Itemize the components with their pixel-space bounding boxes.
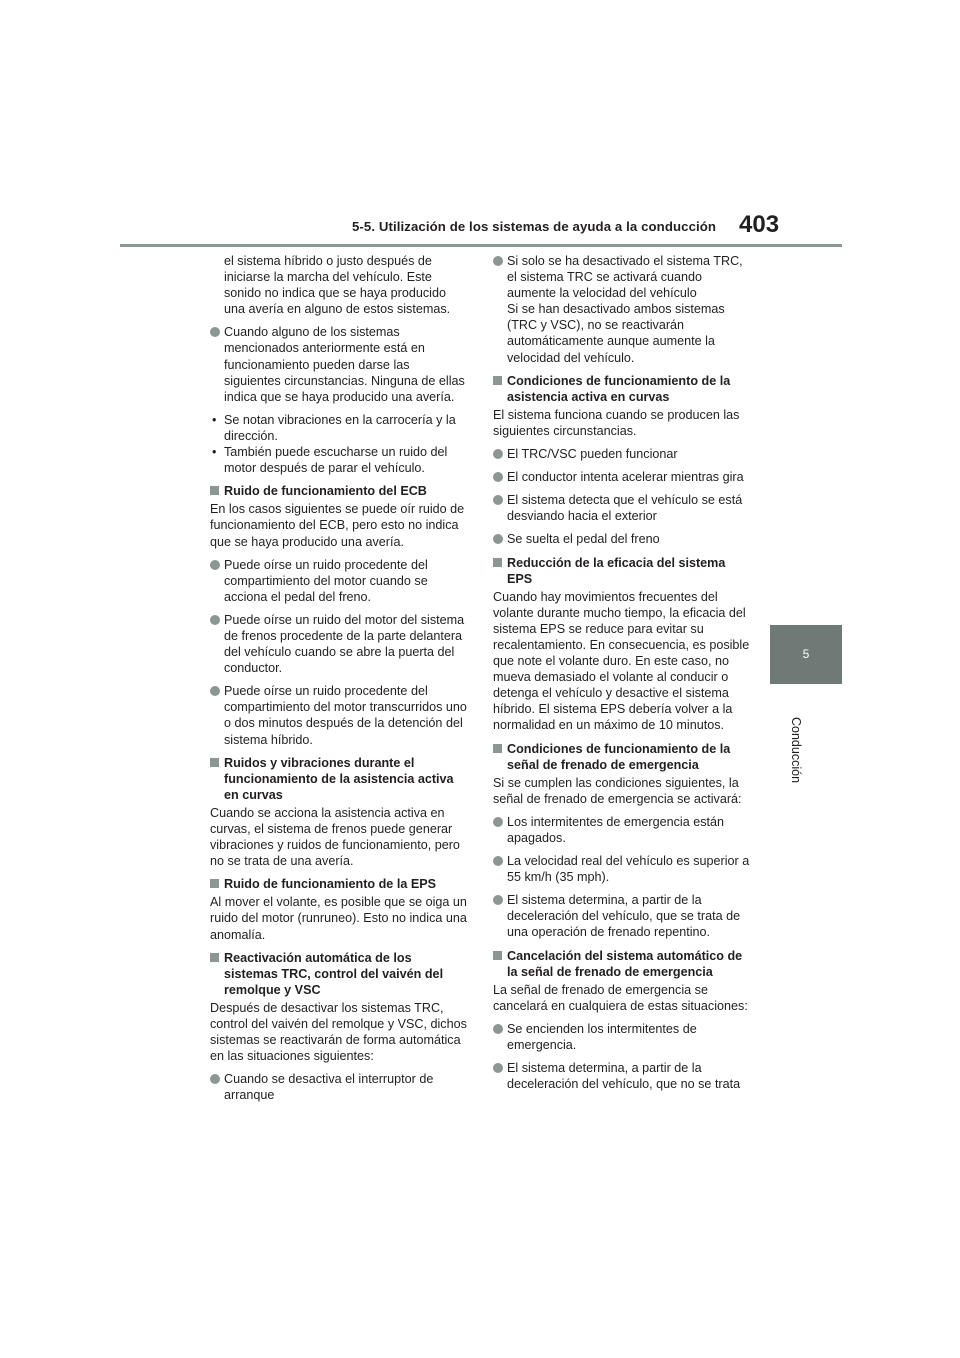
bullet-trc-only: Si solo se ha desactivado el sistema TRC, el sistema TRC se activará cuando aumente la velocidad del vehículo [493, 253, 751, 301]
para-eps-reduction: Cuando hay movimientos frecuentes del volante durante mucho tiempo, la eficacia del sistema EPS se reduce para evitar su recalentamiento. En consecuencia, es posible que note el volante duro. En este caso, no mueva demasiado el volante al conducir o detenga el vehículo y desactive el sistema híbrido. El sistema EPS debería volver a la normalidad en un máximo de 10 minutos. [493, 589, 750, 733]
heading-emergency-cancel: Cancelación del sistema automático de la señal de frenado de emergencia [493, 948, 751, 980]
intro-continuation: el sistema híbrido o justo después de iniciarse la marcha del vehículo. Este sonido no indica que se haya producido una avería en alguno de estos sistemas. [224, 254, 451, 317]
dot-motor-noise: • También puede escucharse un ruido del motor después de parar el vehículo. [210, 444, 468, 476]
chapter-tab-label: Conducción [789, 716, 803, 783]
bullet-trc-continuation: Si se han desactivado ambos sistemas (TRC y VSC), no se reactivarán automáticamente aunque aumente la velocidad del vehículo. [507, 302, 725, 365]
chapter-tab-label-wrapper [776, 700, 816, 800]
para-reactivation: Después de desactivar los sistemas TRC, control del vaivén del remolque y VSC, dichos sistemas se reactivarán de forma automática en las situaciones siguientes: [210, 1000, 467, 1064]
heading-noise-curves: Ruidos y vibraciones durante el funcionamiento de la asistencia activa en curvas [210, 755, 468, 803]
heading-eps-noise: Ruido de funcionamiento de la EPS [210, 876, 468, 892]
left-column [210, 253, 468, 1111]
bullet-curves-3: El sistema detecta que el vehículo se está desviando hacia el exterior [493, 492, 751, 524]
right-column [493, 253, 751, 1099]
bullet-systems-operating: Cuando alguno de los sistemas mencionados anteriormente está en funcionamiento pueden darse las siguientes circunstancias. Ninguna de ellas indica que se haya producido una avería. [210, 324, 468, 404]
para-curves-conditions: El sistema funciona cuando se producen las siguientes circunstancias. [493, 407, 740, 438]
bullet-emergency-2: La velocidad real del vehículo es superior a 55 km/h (35 mph). [493, 853, 751, 885]
heading-emergency-conditions: Condiciones de funcionamiento de la señal de frenado de emergencia [493, 741, 751, 773]
chapter-tab-number: 5 [770, 625, 842, 684]
heading-ecb-noise: Ruido de funcionamiento del ECB [210, 483, 468, 499]
page-number: 403 [739, 211, 780, 238]
bullet-curves-2: El conductor intenta acelerar mientras gira [493, 469, 751, 485]
heading-curves-conditions: Condiciones de funcionamiento de la asistencia activa en curvas [493, 373, 751, 405]
para-eps-noise: Al mover el volante, es posible que se oiga un ruido del motor (runruneo). Esto no indica una anomalía. [210, 895, 467, 942]
para-emergency-cancel: La señal de frenado de emergencia se cancelará en cualquiera de estas situaciones: [493, 982, 748, 1013]
bullet-emergency-1: Los intermitentes de emergencia están apagados. [493, 814, 751, 846]
bullet-ecb-2: Puede oírse un ruido del motor del sistema de frenos procedente de la parte delantera del vehículo cuando se abre la puerta del conductor. [210, 612, 468, 676]
heading-reactivation: Reactivación automática de los sistemas TRC, control del vaivén del remolque y VSC [210, 950, 468, 998]
bullet-curves-1: El TRC/VSC pueden funcionar [493, 446, 751, 462]
bullet-ecb-1: Puede oírse un ruido procedente del compartimiento del motor cuando se acciona el pedal del freno. [210, 557, 468, 605]
bullet-cancel-1: Se encienden los intermitentes de emergencia. [493, 1021, 751, 1053]
para-emergency-conditions: Si se cumplen las condiciones siguientes, la señal de frenado de emergencia se activará: [493, 775, 742, 806]
para-noise-curves: Cuando se acciona la asistencia activa en curvas, el sistema de frenos puede generar vibraciones y ruidos de funcionamiento, pero no se trata de una avería. [210, 805, 460, 869]
heading-eps-reduction: Reducción de la eficacia del sistema EPS [493, 555, 751, 587]
bullet-reactivation-1: Cuando se desactiva el interruptor de arranque [210, 1071, 468, 1103]
bullet-emergency-3: El sistema determina, a partir de la deceleración del vehículo, que se trata de una operación de frenado repentino. [493, 892, 751, 940]
dot-vibrations: • Se notan vibraciones en la carrocería y la dirección. [210, 412, 468, 444]
section-title: 5-5. Utilización de los sistemas de ayuda a la conducción [352, 219, 717, 234]
header-divider [120, 244, 842, 247]
para-ecb-noise: En los casos siguientes se puede oír ruido de funcionamiento del ECB, pero esto no indica que se haya producido una avería. [210, 502, 465, 549]
bullet-cancel-2: El sistema determina, a partir de la deceleración del vehículo, que no se trata [493, 1060, 751, 1092]
bullet-curves-4: Se suelta el pedal del freno [493, 531, 751, 547]
bullet-ecb-3: Puede oírse un ruido procedente del compartimiento del motor transcurridos uno o dos minutos después de la detención del sistema híbrido. [210, 683, 468, 747]
